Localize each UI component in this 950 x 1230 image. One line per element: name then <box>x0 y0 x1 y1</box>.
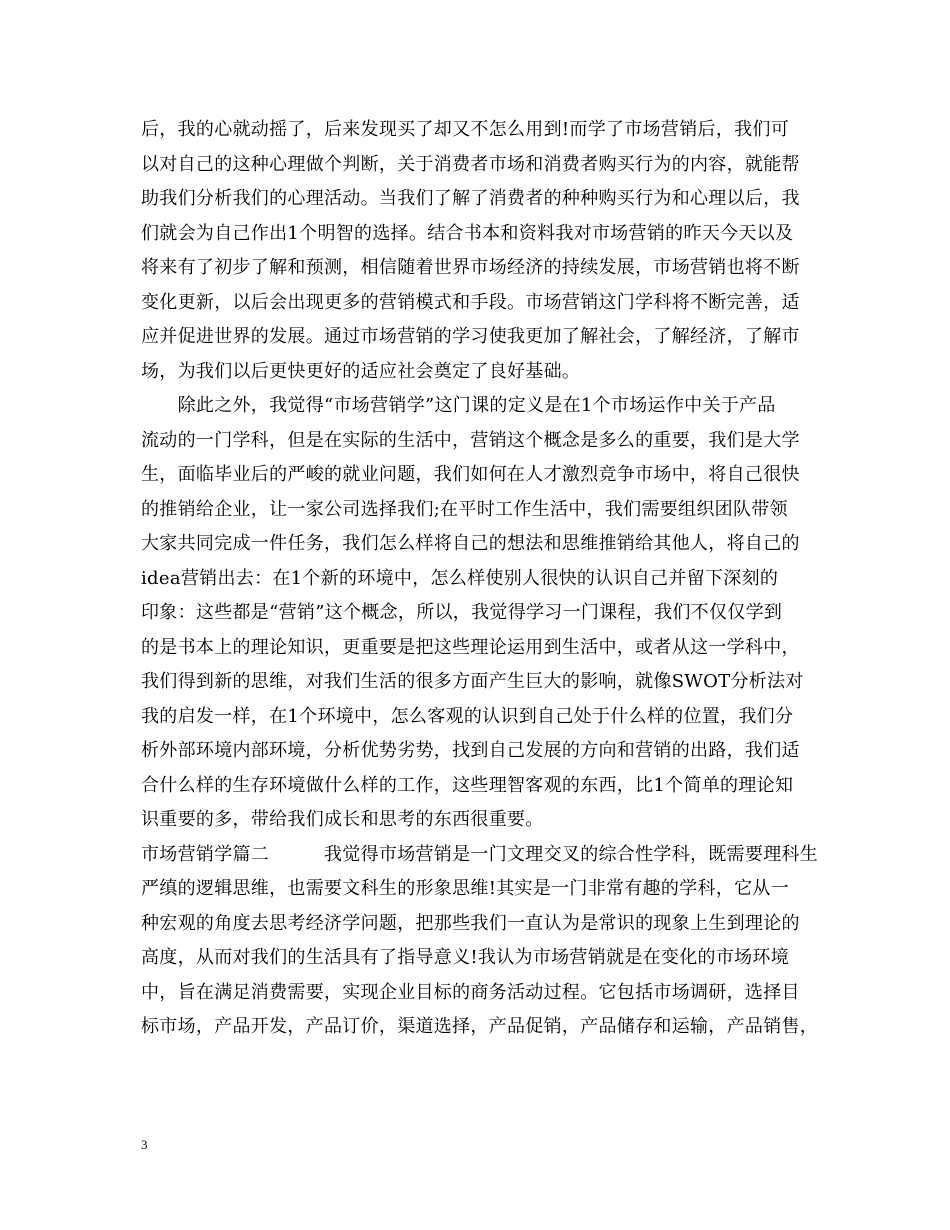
text-line: 们就会为自己作出1个明智的选择。结合书本和资料我对市场营销的昨天今天以及 <box>141 222 794 244</box>
text-line: 除此之外，我觉得“市场营销学”这门课的定义是在1个市场运作中关于产品 <box>141 395 776 416</box>
text-line: 生，面临毕业后的严峻的就业问题，我们如何在人才激烈竞争市场中，将自己很快 <box>141 464 800 485</box>
text-line: 的是书本上的理论知识，更重要是把这些理论运用到生活中，或者从这一学科中， <box>141 636 800 658</box>
text-line: idea营销出去：在1个新的环境中，怎么样使别人很快的认识自己并留下深刻的 <box>141 567 779 589</box>
page-number: 3 <box>141 1137 148 1152</box>
text-line: 后，我的心就动摇了，后来发现买了却又不怎么用到!而学了市场营销后，我们可 <box>141 119 790 140</box>
text-line: 我们得到新的思维，对我们生活的很多方面产生巨大的影响，就像SWOT分析法对 <box>141 671 804 692</box>
body-text <box>141 113 821 1045</box>
text-line: 市场营销学篇二 我觉得市场营销是一门文理交叉的综合性学科，既需要理科生 <box>141 843 819 865</box>
text-line: 印象：这些都是“营销”这个概念，所以，我觉得学习一门课程，我们不仅仅学到 <box>141 602 783 623</box>
text-line: 流动的一门学科，但是在实际的生活中，营销这个概念是多么的重要，我们是大学 <box>141 429 800 451</box>
text-line: 助我们分析我们的心理活动。当我们了解了消费者的种种购买行为和心理以后，我 <box>141 188 800 209</box>
text-line: 标市场，产品开发，产品订价，渠道选择，产品促销，产品储存和运输，产品销售， <box>141 1016 819 1037</box>
text-line: 析外部环境内部环境，分析优势劣势，找到自己发展的方向和营销的出路，我们适 <box>141 740 800 761</box>
text-line: 严缜的逻辑思维，也需要文科生的形象思维!其实是一门非常有趣的学科，它从一 <box>141 878 790 899</box>
text-line: 应并促进世界的发展。通过市场营销的学习使我更加了解社会，了解经济，了解市 <box>141 326 800 347</box>
text-line: 识重要的多，带给我们成长和思考的东西很重要。 <box>141 809 544 830</box>
text-line: 合什么样的生存环境做什么样的工作，这些理智客观的东西，比1个简单的理论知 <box>141 774 794 796</box>
text-line: 我的启发一样，在1个环境中，怎么客观的认识到自己处于什么样的位置，我们分 <box>141 705 794 727</box>
text-line: 将来有了初步了解和预测，相信随着世界市场经济的持续发展，市场营销也将不断 <box>141 257 800 278</box>
text-line: 变化更新，以后会出现更多的营销模式和手段。市场营销这门学科将不断完善，适 <box>141 291 800 313</box>
text-line: 高度，从而对我们的生活具有了指导意义!我认为市场营销就是在变化的市场环境 <box>141 947 790 968</box>
text-line: 中，旨在满足消费需要，实现企业目标的商务活动过程。它包括市场调研，选择目 <box>141 981 800 1003</box>
text-line: 种宏观的角度去思考经济学问题，把那些我们一直认为是常识的现象上生到理论的 <box>141 912 800 934</box>
text-line: 的推销给企业，让一家公司选择我们;在平时工作生活中，我们需要组织团队带领 <box>141 498 788 520</box>
text-line: 大家共同完成一件任务，我们怎么样将自己的想法和思维推销给其他人，将自己的 <box>141 533 800 554</box>
text-line: 场，为我们以后更快更好的适应社会奠定了良好基础。 <box>141 360 581 382</box>
text-line: 以对自己的这种心理做个判断，关于消费者市场和消费者购买行为的内容，就能帮 <box>141 153 800 175</box>
